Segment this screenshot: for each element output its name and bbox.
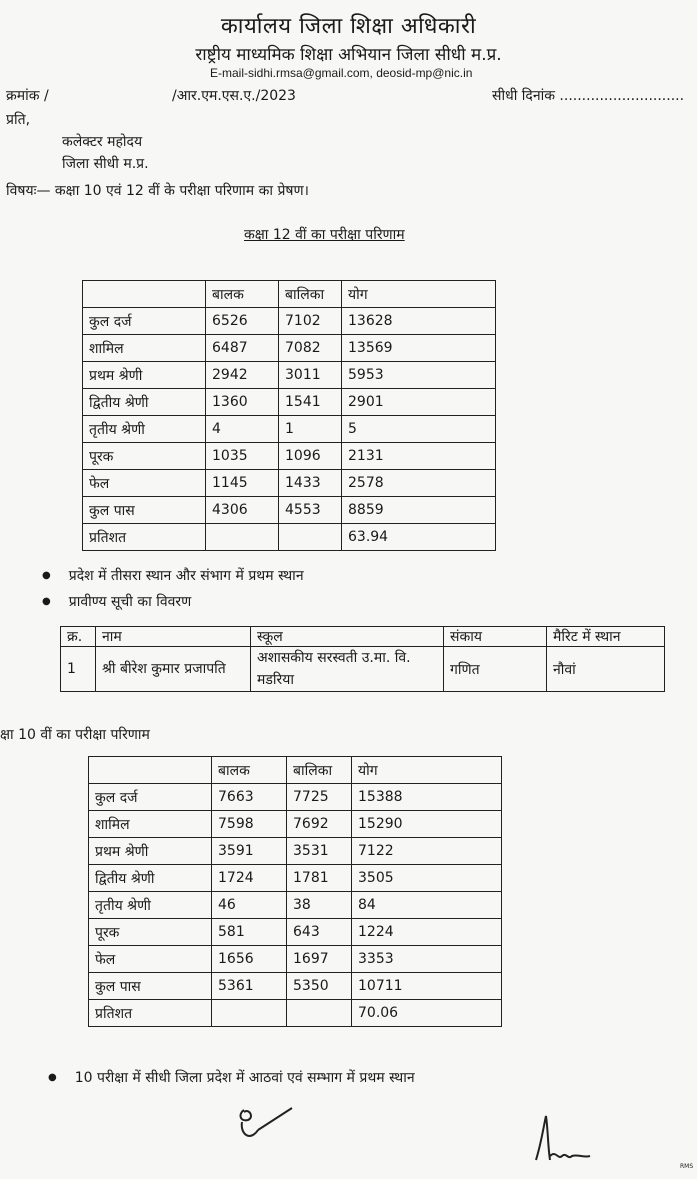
cell-2: 7082 [279,335,342,362]
table-row [89,865,502,892]
table-row [89,946,502,973]
merit-header-rank: मैरिट में स्थान [547,627,665,647]
header-cell-2: बालिका [279,281,342,308]
bullet-state-rank [42,566,304,585]
merit-header-row [61,627,665,647]
cell-1: 2942 [206,362,279,389]
cell-3: 2901 [342,389,496,416]
cell-1: 4 [206,416,279,443]
table-header-row [89,757,502,784]
cell-0: कुल दर्ज [89,784,212,811]
cell-0: फेल [83,470,206,497]
cell-2: 5350 [287,973,352,1000]
class10-title: क्षा 10 वीं का परीक्षा परिणाम [0,727,150,743]
cell-0: कुल पास [89,973,212,1000]
cell-0: द्वितीय श्रेणी [83,389,206,416]
department-title: राष्ट्रीय माध्यमिक शिक्षा अभियान जिला सीधी म.प्र. [195,45,502,65]
cell-1: 1145 [206,470,279,497]
bullet-class10-rank-text: 10 परीक्षा में सीधी जिला प्रदेश में आठवां एवं सम्भाग में प्रथम स्थान [74,1070,415,1086]
cell-3: 13628 [342,308,496,335]
reference-code: /आर.एम.एस.ए./2023 [172,88,296,104]
cell-1: 7663 [212,784,287,811]
table-row [83,524,496,551]
table-row [83,470,496,497]
table-row [89,973,502,1000]
cell-3: 2131 [342,443,496,470]
email-line: E-mail-sidhi.rmsa@gmail.com, deosid-mp@nic.in [210,66,473,80]
cell-2: 3531 [287,838,352,865]
cell-2 [279,524,342,551]
cell-2: 7102 [279,308,342,335]
table-row [83,362,496,389]
cell-3: 13569 [342,335,496,362]
reference-number: क्रमांक / [6,88,49,104]
cell-0: तृतीय श्रेणी [89,892,212,919]
recipient-line-2: जिला सीधी म.प्र. [62,156,149,172]
cell-0: पूरक [83,443,206,470]
merit-rank: नौवां [547,647,665,692]
cell-0: पूरक [89,919,212,946]
subject-line: विषयः— कक्षा 10 एवं 12 वीं के परीक्षा परिणाम का प्रेषण। [6,183,309,199]
cell-3: 8859 [342,497,496,524]
class12-result-table [82,280,496,551]
cell-2: 1697 [287,946,352,973]
merit-table [60,626,665,692]
cell-2: 3011 [279,362,342,389]
cell-1: 5361 [212,973,287,1000]
merit-faculty: गणित [444,647,547,692]
cell-3: 84 [352,892,502,919]
merit-school: अशासकीय सरस्वती उ.मा. वि. मडरिया [251,647,444,692]
table-row [89,1000,502,1027]
cell-2: 38 [287,892,352,919]
cell-1 [212,1000,287,1027]
merit-header-sno: क्र. [61,627,96,647]
prati: प्रति, [6,112,31,128]
cell-0: कुल पास [83,497,206,524]
table-row [83,389,496,416]
cell-3: 70.06 [352,1000,502,1027]
cell-1: 1656 [212,946,287,973]
merit-name: श्री बीरेश कुमार प्रजापति [96,647,251,692]
cell-2: 1541 [279,389,342,416]
cell-1: 6487 [206,335,279,362]
cell-0: कुल दर्ज [83,308,206,335]
cell-2: 1 [279,416,342,443]
cell-2: 643 [287,919,352,946]
office-title: कार्यालय जिला शिक्षा अधिकारी [220,14,477,39]
table-row [83,497,496,524]
cell-1: 46 [212,892,287,919]
header-cell-0 [89,757,212,784]
cell-1: 1724 [212,865,287,892]
cell-0: फेल [89,946,212,973]
cell-3: 5953 [342,362,496,389]
cell-2: 7692 [287,811,352,838]
cell-0: प्रतिशत [83,524,206,551]
cell-3: 15290 [352,811,502,838]
class12-title: कक्षा 12 वीं का परीक्षा परिणाम [244,227,405,243]
cell-3: 3353 [352,946,502,973]
table-row [89,811,502,838]
cell-1: 4306 [206,497,279,524]
cell-0: द्वितीय श्रेणी [89,865,212,892]
merit-header-name: नाम [96,627,251,647]
header-cell-0 [83,281,206,308]
merit-row [61,647,665,692]
cell-0: तृतीय श्रेणी [83,416,206,443]
cell-0: प्रतिशत [89,1000,212,1027]
table-row [89,919,502,946]
cell-2 [287,1000,352,1027]
cell-1: 581 [212,919,287,946]
table-row [89,784,502,811]
cell-1: 1360 [206,389,279,416]
cell-3: 63.94 [342,524,496,551]
class10-result-table [88,756,502,1027]
cell-2: 1433 [279,470,342,497]
bullet-merit-list-text: प्रावीण्य सूची का विवरण [68,594,192,610]
cell-0: शामिल [83,335,206,362]
cell-3: 2578 [342,470,496,497]
signature-initial [230,1100,300,1150]
date-line: सीधी दिनांक ............................ [492,88,685,104]
table-row [83,443,496,470]
table-row [83,416,496,443]
cell-3: 15388 [352,784,502,811]
recipient-line-1: कलेक्टर महोदय [62,134,143,150]
corner-mark: RMS [680,1163,694,1170]
table-row [89,838,502,865]
table-row [83,335,496,362]
header-cell-3: योग [342,281,496,308]
cell-1: 7598 [212,811,287,838]
table-row [89,892,502,919]
cell-1: 6526 [206,308,279,335]
cell-2: 4553 [279,497,342,524]
cell-3: 10711 [352,973,502,1000]
cell-0: शामिल [89,811,212,838]
cell-1: 3591 [212,838,287,865]
merit-header-faculty: संकाय [444,627,547,647]
cell-0: प्रथम श्रेणी [89,838,212,865]
cell-3: 7122 [352,838,502,865]
bullet-class10-rank [48,1068,415,1087]
cell-2: 1096 [279,443,342,470]
bullet-merit-list [42,592,191,611]
signature [528,1110,598,1166]
cell-0: प्रथम श्रेणी [83,362,206,389]
bullet-state-rank-text: प्रदेश में तीसरा स्थान और संभाग में प्रथम स्थान [68,568,304,584]
cell-1: 1035 [206,443,279,470]
table-header-row [83,281,496,308]
cell-2: 1781 [287,865,352,892]
merit-header-school: स्कूल [251,627,444,647]
merit-sno: 1 [61,647,96,692]
header-cell-2: बालिका [287,757,352,784]
table-row [83,308,496,335]
header-cell-1: बालक [212,757,287,784]
header-cell-1: बालक [206,281,279,308]
cell-3: 5 [342,416,496,443]
header-cell-3: योग [352,757,502,784]
cell-3: 1224 [352,919,502,946]
cell-3: 3505 [352,865,502,892]
cell-1 [206,524,279,551]
cell-2: 7725 [287,784,352,811]
